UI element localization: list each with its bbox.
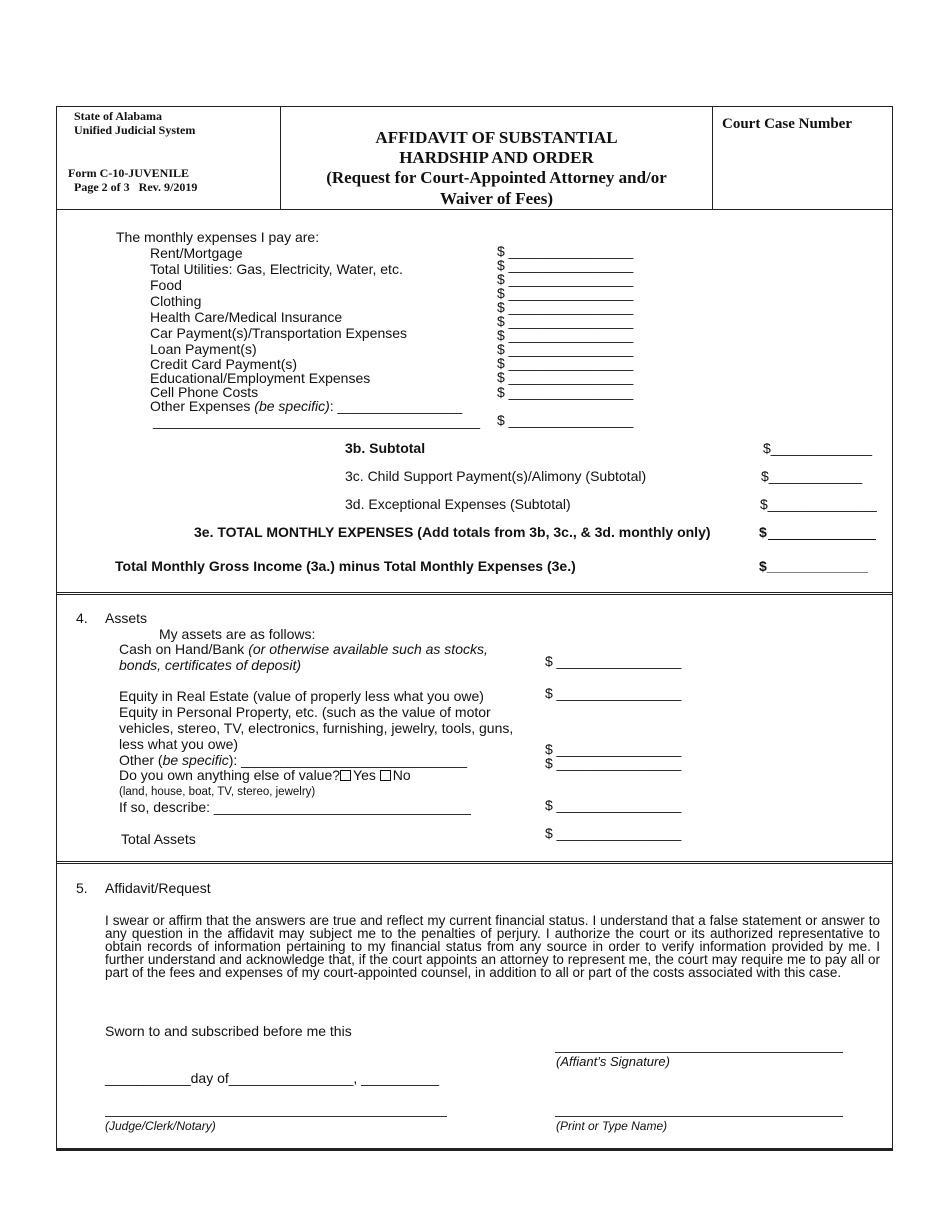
expense-amount-clothing[interactable]: $ ________________ <box>497 285 634 301</box>
assets-describe[interactable]: If so, describe: _________________________________ <box>119 799 471 815</box>
header-right-divider <box>712 106 713 210</box>
expense-label-car-payment: Car Payment(s)/Transportation Expenses <box>150 325 408 341</box>
assets-other-label: Other (be specific): _____________________________ <box>119 752 467 768</box>
assets-personal-label-3: less what you owe) <box>119 736 239 752</box>
expense-label-rent: Rent/Mortgage <box>150 245 243 261</box>
assets-cash-amount[interactable]: $ ________________ <box>545 653 682 669</box>
expense-amount-loan[interactable]: $ ________________ <box>497 327 634 343</box>
assets-real-estate-amount[interactable]: $ ________________ <box>545 685 682 701</box>
state-name: State of Alabama <box>74 109 162 123</box>
net-income-label: Total Monthly Gross Income (3a.) minus Total Monthly Expenses (3e.) <box>115 558 576 574</box>
form-title-line4: Waiver of Fees) <box>440 189 553 208</box>
expense-amount-utilities[interactable]: $ ________________ <box>497 257 634 273</box>
form-bottom-border <box>56 1148 893 1151</box>
no-checkbox[interactable] <box>380 770 391 781</box>
print-name-line[interactable] <box>555 1116 843 1117</box>
line-3e-label: 3e. TOTAL MONTHLY EXPENSES (Add totals from 3b, 3c., & 3d. monthly only) <box>194 524 711 540</box>
form-title-line2: HARDSHIP AND ORDER <box>399 148 594 167</box>
header-divider <box>56 209 893 210</box>
judge-signature-label: (Judge/Clerk/Notary) <box>105 1119 216 1133</box>
assets-cash-label: Cash on Hand/Bank (or otherwise available such as stocks, <box>119 641 488 657</box>
no-label: No <box>392 767 411 783</box>
expense-amount-food[interactable]: $ ________________ <box>497 271 634 287</box>
judge-signature-line[interactable] <box>105 1116 447 1117</box>
expenses-intro: The monthly expenses I pay are: <box>116 229 320 245</box>
system-name: Unified Judicial System <box>74 123 196 137</box>
expense-amount-health-care[interactable]: $ ________________ <box>497 299 634 315</box>
assets-other-amount[interactable]: $ ________________ <box>545 755 682 771</box>
expense-label-cell-phone: Cell Phone Costs <box>150 384 259 400</box>
line-3c-value[interactable]: $____________ <box>761 468 863 484</box>
form-title-line1: AFFIDAVIT OF SUBSTANTIAL <box>375 128 618 147</box>
affidavit-heading: Affidavit/Request <box>105 880 211 896</box>
section-divider-4 <box>56 592 893 595</box>
line-3e-value-field[interactable] <box>768 539 876 540</box>
form-title-line3: (Request for Court-Appointed Attorney and/or <box>326 168 667 187</box>
expense-label-credit-card: Credit Card Payment(s) <box>150 356 298 372</box>
page-revision: Page 2 of 3 Rev. 9/2019 <box>74 180 198 194</box>
expense-amount-car-payment[interactable]: $ ________________ <box>497 313 634 329</box>
assets-total-amount[interactable]: $ ________________ <box>545 825 682 841</box>
expense-amount-cell-phone-a[interactable]: $ ________________ <box>497 369 634 385</box>
expense-label-education: Educational/Employment Expenses <box>150 370 371 386</box>
expense-other-line2[interactable]: __________________________________________ <box>153 413 481 429</box>
print-name-label: (Print or Type Name) <box>556 1119 668 1133</box>
expense-amount-cell-phone-b[interactable]: $ ________________ <box>497 384 634 400</box>
assets-intro: My assets are as follows: <box>159 626 316 642</box>
line-3c-label: 3c. Child Support Payment(s)/Alimony (Subtotal) <box>345 468 647 484</box>
subtotal-3b-label: 3b. Subtotal <box>345 440 426 456</box>
court-case-number-label: Court Case Number <box>722 116 852 132</box>
assets-personal-label-2: vehicles, stereo, TV, electronics, furnishing, jewelry, tools, guns, <box>119 720 514 736</box>
affidavit-number: 5. <box>76 880 88 896</box>
expense-label-other: Other Expenses (be specific): ________________ <box>150 398 463 414</box>
day-of-field[interactable]: ___________day of________________, __________ <box>105 1070 440 1086</box>
assets-total-label: Total Assets <box>121 831 196 847</box>
assets-real-estate-label: Equity in Real Estate (value of properly less what you owe) <box>119 688 484 704</box>
sworn-text: Sworn to and subscribed before me this <box>105 1023 352 1039</box>
line-3d-label: 3d. Exceptional Expenses (Subtotal) <box>345 496 571 512</box>
expense-amount-other[interactable]: $ ________________ <box>497 412 634 428</box>
assets-cash-label-line2: bonds, certificates of deposit) <box>119 657 302 673</box>
net-income-value[interactable]: $_____________ <box>759 558 869 574</box>
expense-label-health-care: Health Care/Medical Insurance <box>150 309 343 325</box>
section-divider-5 <box>56 861 893 864</box>
expense-amount-rent[interactable]: $ ________________ <box>497 243 634 259</box>
affiant-signature-line[interactable] <box>555 1052 843 1053</box>
assets-describe-amount[interactable]: $ ________________ <box>545 797 682 813</box>
expense-label-clothing: Clothing <box>150 293 202 309</box>
assets-personal-label-1: Equity in Personal Property, etc. (such as the value of motor <box>119 704 491 720</box>
assets-heading: Assets <box>105 610 148 626</box>
expense-label-utilities: Total Utilities: Gas, Electricity, Water, etc. <box>150 261 403 277</box>
yes-checkbox[interactable] <box>340 770 351 781</box>
expense-label-loan: Loan Payment(s) <box>150 341 257 357</box>
assets-number: 4. <box>76 610 88 626</box>
affidavit-body: I swear or affirm that the answers are true and reflect my current financial status. I understand that a false statement or answer to any question in the affidavit may subject me to the penalties of perjury. I authorize the court or its authorized representative to obtain records of information pertaining to my financial status from any source in order to verify information provided by me. I further understand and acknowledge that, if the court appoints an attorney to represent me, the court may require me to pay all or part of the fees and expenses of my court-appointed counsel, in addition to all or part of the costs associated with this case. <box>105 913 880 980</box>
form-number: Form C-10-JUVENILE <box>68 166 189 180</box>
affiant-signature-label: (Affiant’s Signature) <box>556 1054 670 1069</box>
line-3d-value[interactable]: $______________ <box>760 496 877 512</box>
line-3e-dollar: $ <box>759 524 767 540</box>
expense-amount-credit-card[interactable]: $ ________________ <box>497 341 634 357</box>
subtotal-3b-value[interactable]: $_____________ <box>763 440 873 456</box>
expense-label-food: Food <box>150 277 182 293</box>
yes-label: Yes <box>353 767 376 783</box>
assets-personal-amount[interactable]: $ ________________ <box>545 741 682 757</box>
expense-amount-education[interactable]: $ ________________ <box>497 355 634 371</box>
assets-own-question: Do you own anything else of value? Yes No <box>119 767 411 783</box>
assets-own-examples: (land, house, boat, TV, stereo, jewelry) <box>119 786 316 798</box>
